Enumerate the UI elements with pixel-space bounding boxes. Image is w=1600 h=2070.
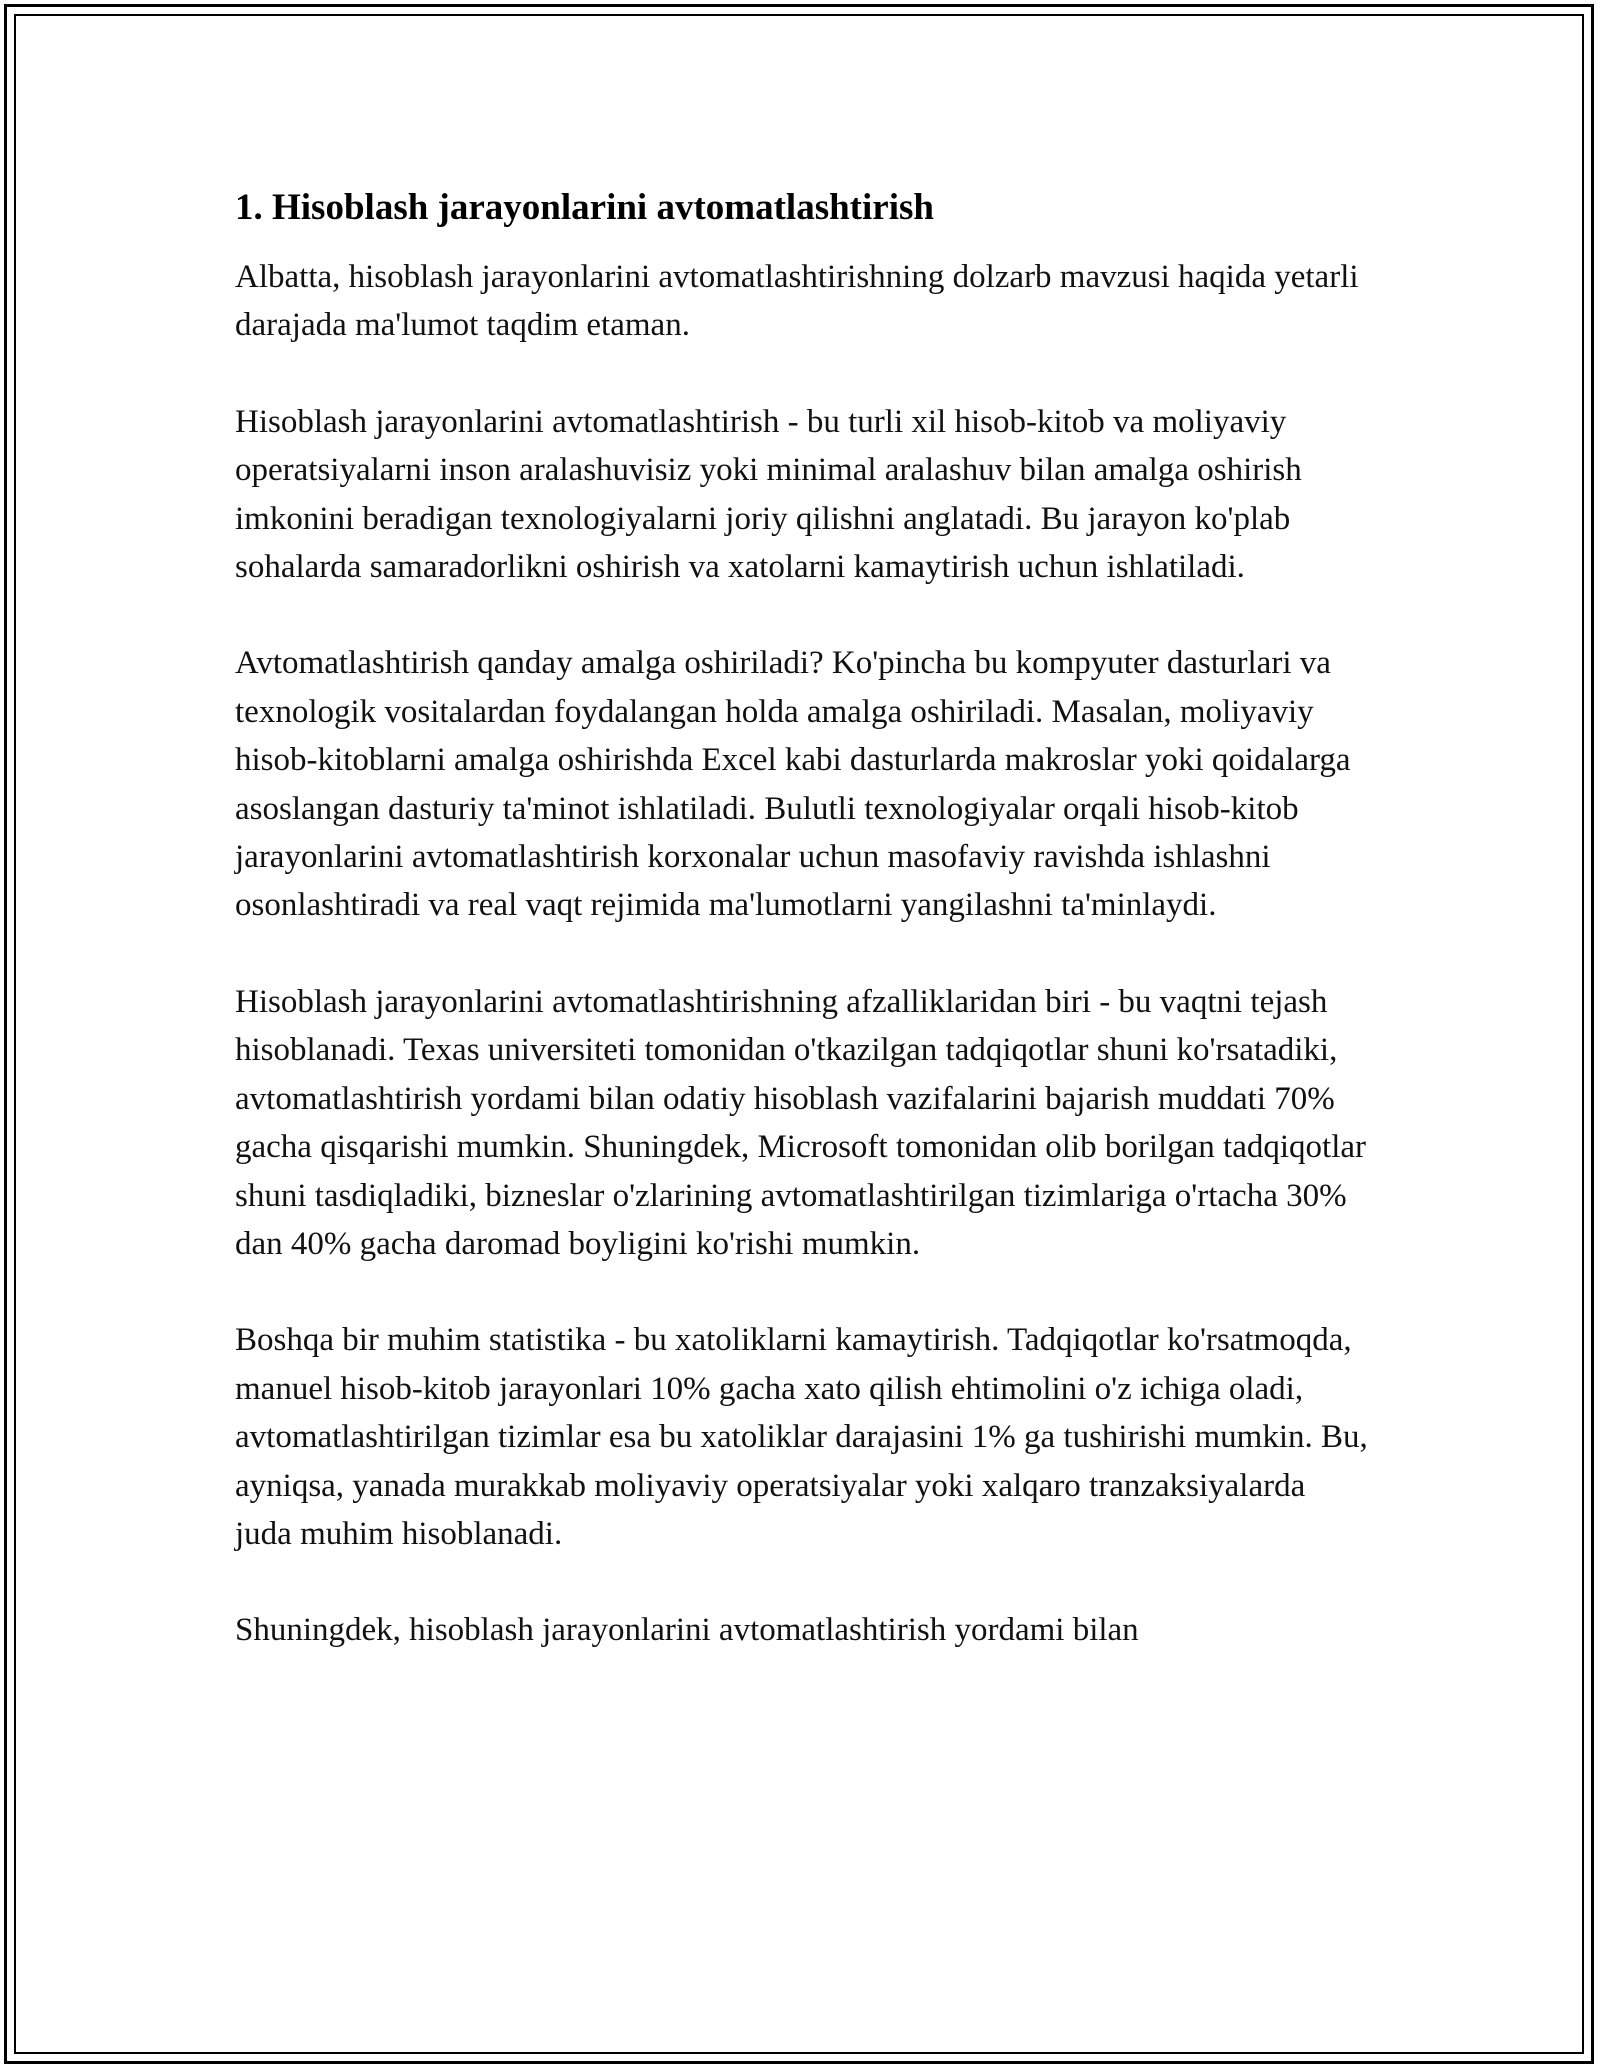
paragraph-definition: Hisoblash jarayonlarini avtomatlashtirish - bu turli xil hisob-kitob va moliyaviy operatsiyalarni inson aralashuvisiz yoki minimal aralashuv bilan amalga oshirish imkonini beradigan texnologiyalarni joriy qilishni anglatadi. Bu jarayon ko'plab sohalarda samaradorlikni oshirish va xatolarni kamaytirish uchun ishlatiladi. bbox=[235, 403, 1302, 586]
paragraph-intro: Albatta, hisoblash jarayonlarini avtomatlashtirishning dolzarb mavzusi haqida yetarli darajada ma'lumot taqdim etaman. bbox=[235, 259, 1359, 344]
paragraph-error-reduction: Boshqa bir muhim statistika - bu xatoliklarni kamaytirish. Tadqiqotlar ko'rsatmoqda, manuel hisob-kitob jarayonlari 10% gacha xato qilish ehtimolini o'z ichiga oladi, avtomatlashtirilgan tizimlar esa bu xatoliklar darajasini 1% ga tushirishi mumkin. Bu, ayniqsa, yanada murakkab moliyaviy operatsiyalar yoki xalqaro tranzaksiyalarda juda muhim hisoblanadi. bbox=[235, 1322, 1368, 1552]
document-body bbox=[235, 185, 1370, 1703]
paragraph-time-savings: Hisoblash jarayonlarini avtomatlashtirishning afzalliklaridan biri - bu vaqtni tejash hisoblanadi. Texas universiteti tomonidan o'tkazilgan tadqiqotlar shuni ko'rsatadiki, avtomatlashtirish yordami bilan odatiy hisoblash vazifalarini bajarish muddati 70% gacha qisqarishi mumkin. Shuningdek, Microsoft tomonidan olib borilgan tadqiqotlar shuni tasdiqladiki, bizneslar o'zlarining avtomatlashtirilgan tizimlariga o'rtacha 30% dan 40% gacha daromad boyligini ko'rishi mumkin. bbox=[235, 983, 1367, 1262]
section-heading: 1. Hisoblash jarayonlarini avtomatlashtirish bbox=[235, 187, 934, 228]
paragraph-continuation: Shuningdek, hisoblash jarayonlarini avtomatlashtirish yordami bilan bbox=[235, 1612, 1139, 1649]
paragraph-how-automation-works: Avtomatlashtirish qanday amalga oshiriladi? Ko'pincha bu kompyuter dasturlari va texnologik vositalardan foydalangan holda amalga oshiriladi. Masalan, moliyaviy hisob-kitoblarni amalga oshirishda Excel kabi dasturlarda makroslar yoki qoidalarga asoslangan dasturiy ta'minot ishlatiladi. Bulutli texnologiyalar orqali hisob-kitob jarayonlarini avtomatlashtirish korxonalar uchun masofaviy ravishda ishlashni osonlashtiradi va real vaqt rejimida ma'lumotlarni yangilashni ta'minlaydi. bbox=[235, 645, 1351, 924]
